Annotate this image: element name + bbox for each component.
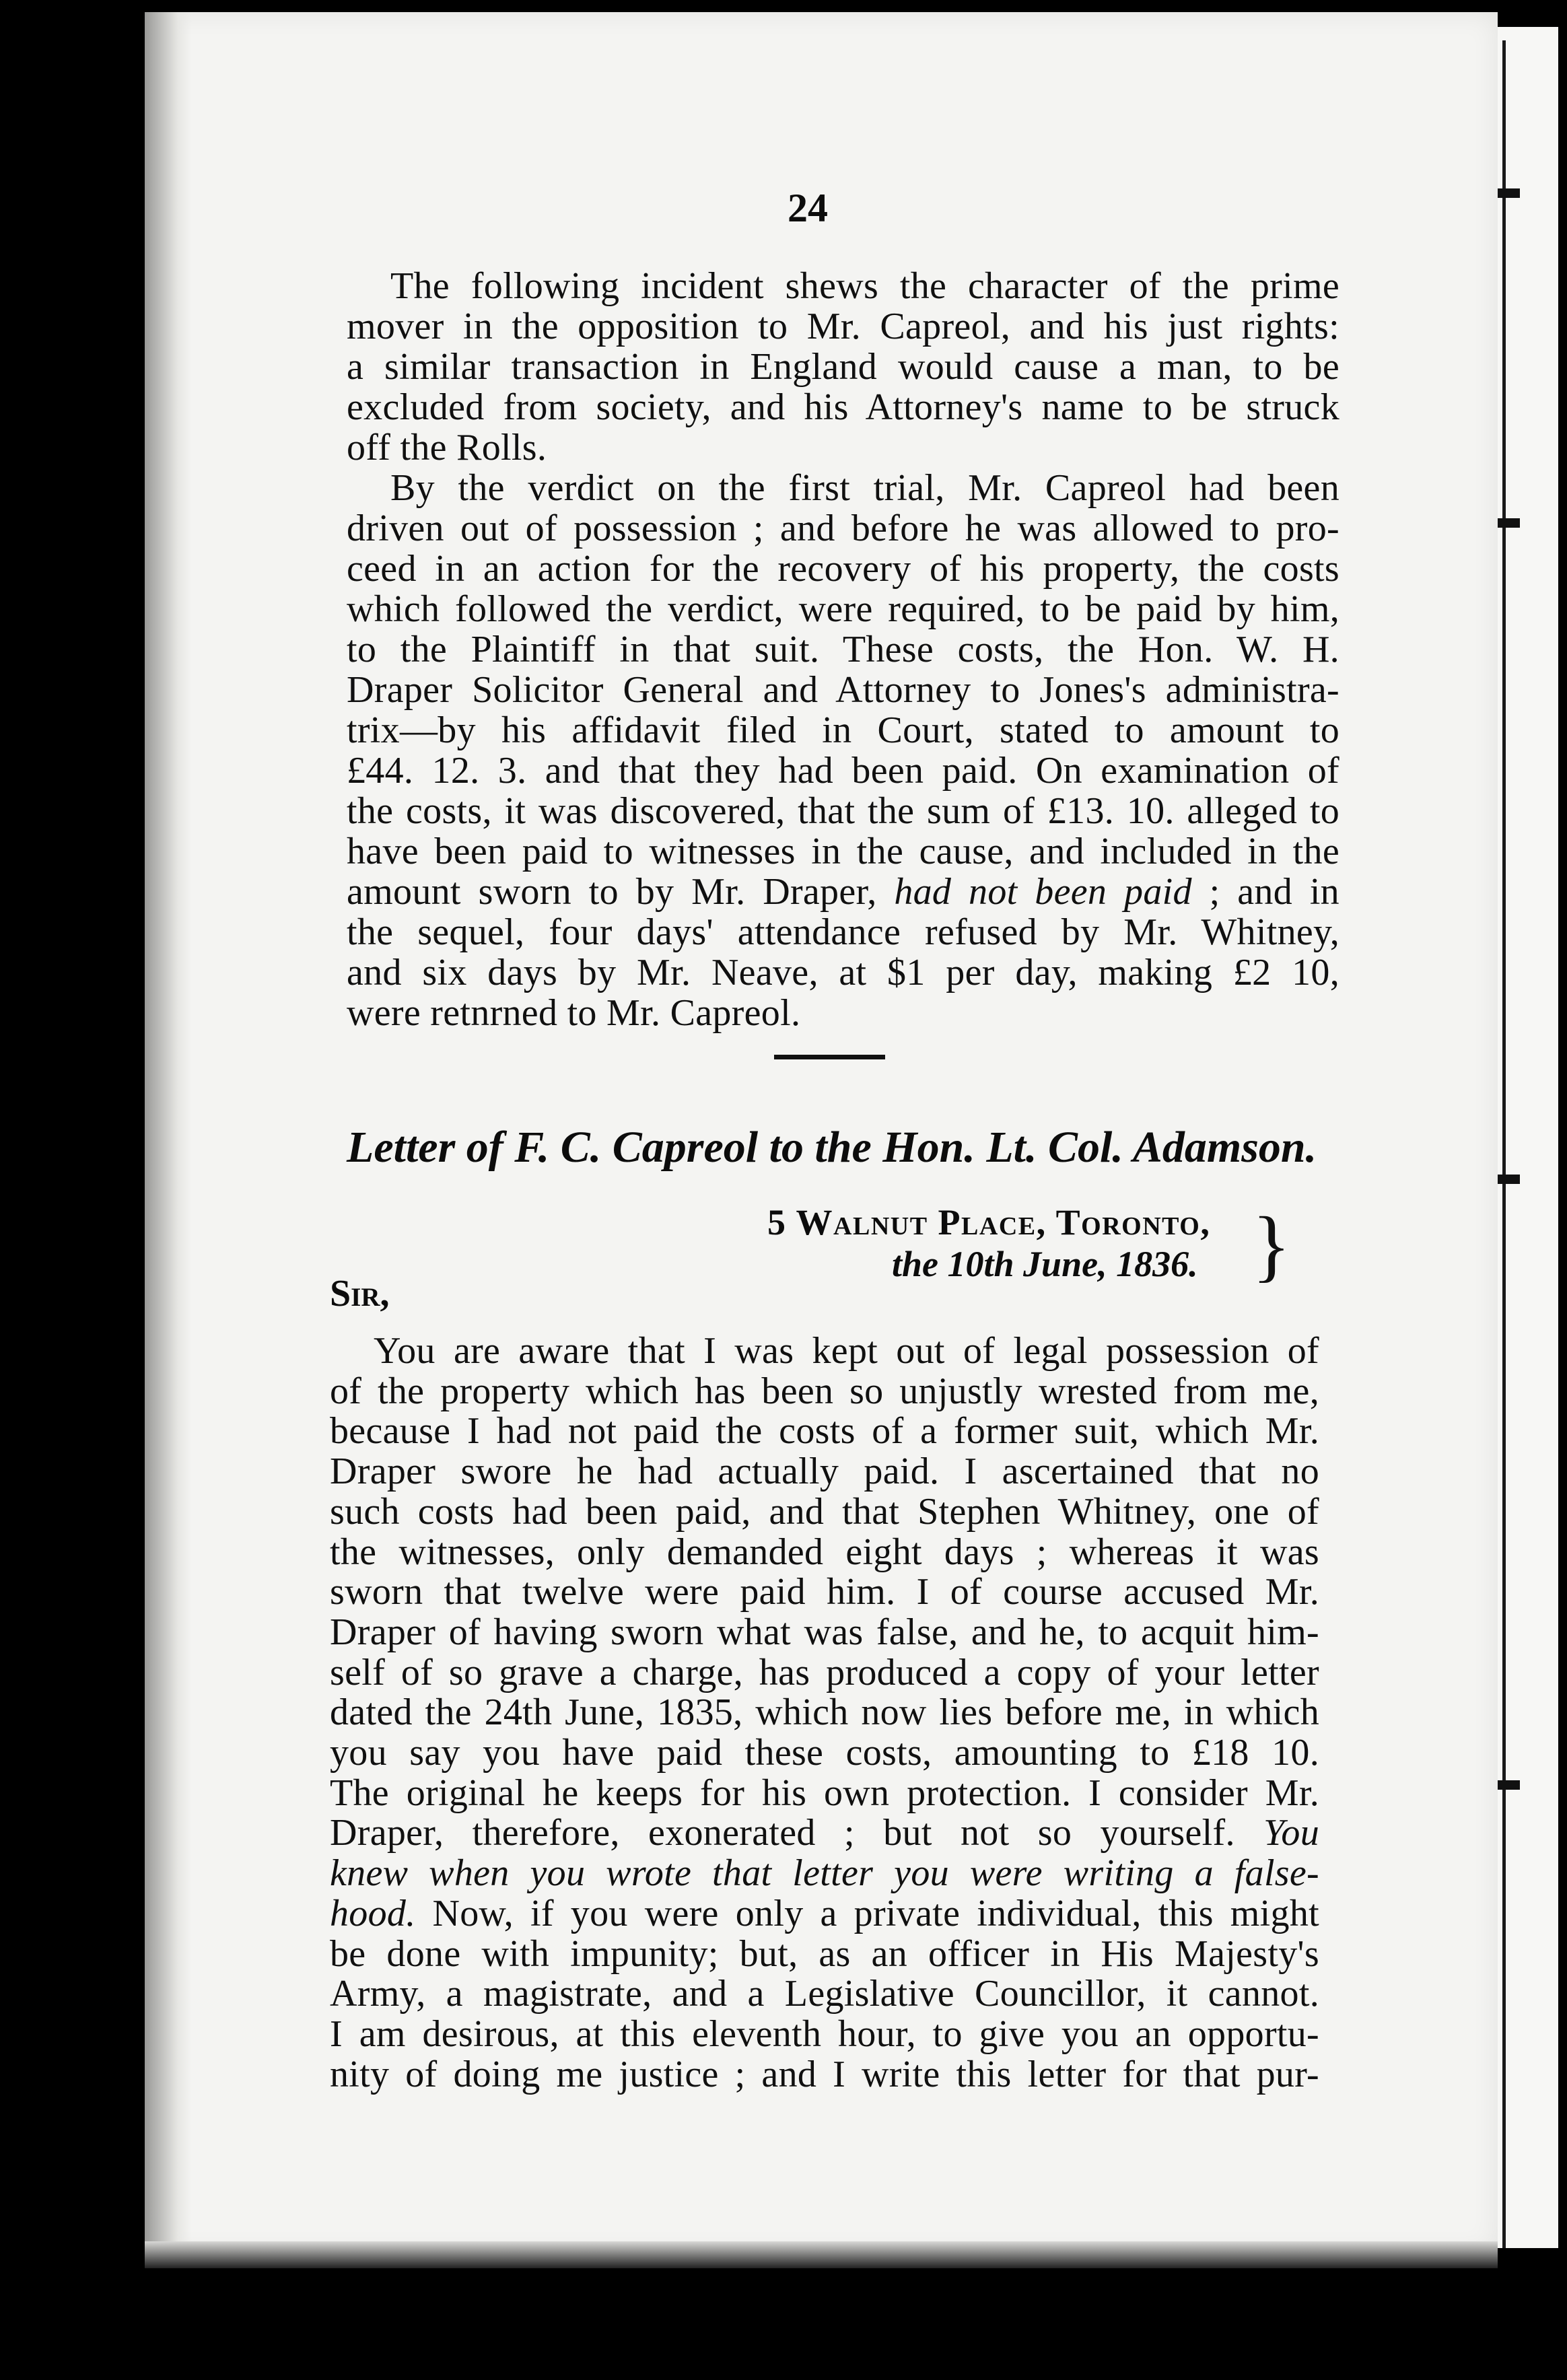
facing-page-rule: [1502, 40, 1506, 2248]
text-line: ceed in an action for the recovery of his property, the costs: [347, 548, 1339, 590]
text-line: such costs had been paid, and that Stephen Whitney, one of: [330, 1490, 1319, 1533]
italic-emphasis: had not been paid: [894, 871, 1192, 913]
letter-heading: Letter of F. C. Capreol to the Hon. Lt. Col. Adamson.: [347, 1123, 1317, 1172]
text-line: I am desirous, at this eleventh hour, to give you an opportu-: [330, 2013, 1319, 2055]
paragraph-verdict: [347, 468, 1339, 1033]
section-separator-rule: [774, 1055, 885, 1059]
text-line-italic: [330, 1854, 1319, 1894]
text-line: were retnrned to Mr. Capreol.: [347, 992, 801, 1034]
text-line: be done with impunity; but, as an officer in His Majesty's: [330, 1932, 1319, 1975]
text-line: driven out of possession ; and before he was allowed to pro-: [347, 508, 1339, 549]
text-line: nity of doing me justice ; and I write this letter for that pur-: [330, 2053, 1319, 2095]
address-line: 5 Walnut Place, Toronto,: [767, 1202, 1211, 1242]
italic-emphasis: knew when you wrote that letter you were writing a false-: [330, 1852, 1319, 1895]
address-date: [767, 1243, 1279, 1285]
text-line: of the property which has been so unjustly wrested from me,: [330, 1370, 1319, 1412]
text-line: Draper swore he had actually paid. I ascertained that no: [330, 1450, 1319, 1493]
page-number: 24: [788, 186, 828, 230]
text-line: the witnesses, only demanded eight days ; whereas it was: [330, 1531, 1319, 1573]
text-line: mover in the opposition to Mr. Capreol, and his just rights:: [347, 306, 1339, 347]
letter-salutation: Sir,: [330, 1273, 390, 1315]
date-text: the 10th June, 1836.: [892, 1244, 1198, 1284]
text-line: You are aware that I was kept out of legal possession of: [374, 1330, 1319, 1372]
text-line: the costs, it was discovered, that the sum of £13. 10. alleged to: [347, 790, 1339, 832]
text-line: self of so grave a charge, has produced a copy of your letter: [330, 1651, 1319, 1693]
text-line: the sequel, four days' attendance refused by Mr. Whitney,: [347, 911, 1339, 953]
page-bottom-edge: [145, 2241, 1498, 2268]
italic-emphasis: hood.: [330, 1892, 416, 1934]
text-line: dated the 24th June, 1835, which now lies before me, in which: [330, 1691, 1319, 1734]
text-line: which followed the verdict, were required, to be paid by him,: [347, 588, 1339, 630]
letter-body: [330, 1331, 1319, 2095]
text-line: to the Plaintiff in that suit. These costs, the Hon. W. H.: [347, 629, 1339, 670]
text-line: The original he keeps for his own protection. I consider Mr.: [330, 1772, 1319, 1814]
paragraph-incident: [347, 266, 1339, 468]
text-run: Now, if you were only a private individual, this might: [432, 1892, 1319, 1934]
text-line: a similar transaction in England would cause a man, to be: [347, 346, 1339, 388]
text-line: Army, a magistrate, and a Legislative Councillor, it cannot.: [330, 1973, 1319, 2015]
text-line-mixed: [347, 872, 1339, 912]
page-gutter-shadow: [145, 12, 192, 2253]
text-line: Draper of having sworn what was false, and he, to acquit him-: [330, 1611, 1319, 1653]
text-line: have been paid to witnesses in the cause, and included in the: [347, 831, 1339, 872]
italic-emphasis: You: [1263, 1812, 1319, 1854]
text-run: amount sworn to by Mr. Draper,: [347, 871, 877, 913]
text-line: off the Rolls.: [347, 427, 547, 468]
text-run: Draper, therefore, exonerated ; but not so yourself.: [330, 1812, 1235, 1854]
text-line: trix—by his affidavit filed in Court, stated to amount to: [347, 709, 1339, 751]
text-line: By the verdict on the first trial, Mr. Capreol had been: [390, 467, 1339, 509]
text-line: sworn that twelve were paid him. I of course accused Mr.: [330, 1571, 1319, 1613]
letter-address: [767, 1201, 1279, 1285]
text-line: and six days by Mr. Neave, at $1 per day, making £2 10,: [347, 952, 1339, 993]
text-line: because I had not paid the costs of a former suit, which Mr.: [330, 1410, 1319, 1452]
text-line: you say you have paid these costs, amounting to £18 10.: [330, 1732, 1319, 1774]
text-line-mixed: [330, 1813, 1319, 1854]
address-brace: }: [1252, 1200, 1291, 1290]
text-line-mixed: [330, 1894, 1319, 1934]
text-line: £44. 12. 3. and that they had been paid. On examination of: [347, 750, 1339, 792]
text-line: excluded from society, and his Attorney's name to be struck: [347, 386, 1339, 428]
text-line: The following incident shews the character of the prime: [390, 265, 1339, 307]
text-line: Draper Solicitor General and Attorney to Jones's administra-: [347, 669, 1339, 711]
text-run: ; and in: [1209, 871, 1339, 913]
